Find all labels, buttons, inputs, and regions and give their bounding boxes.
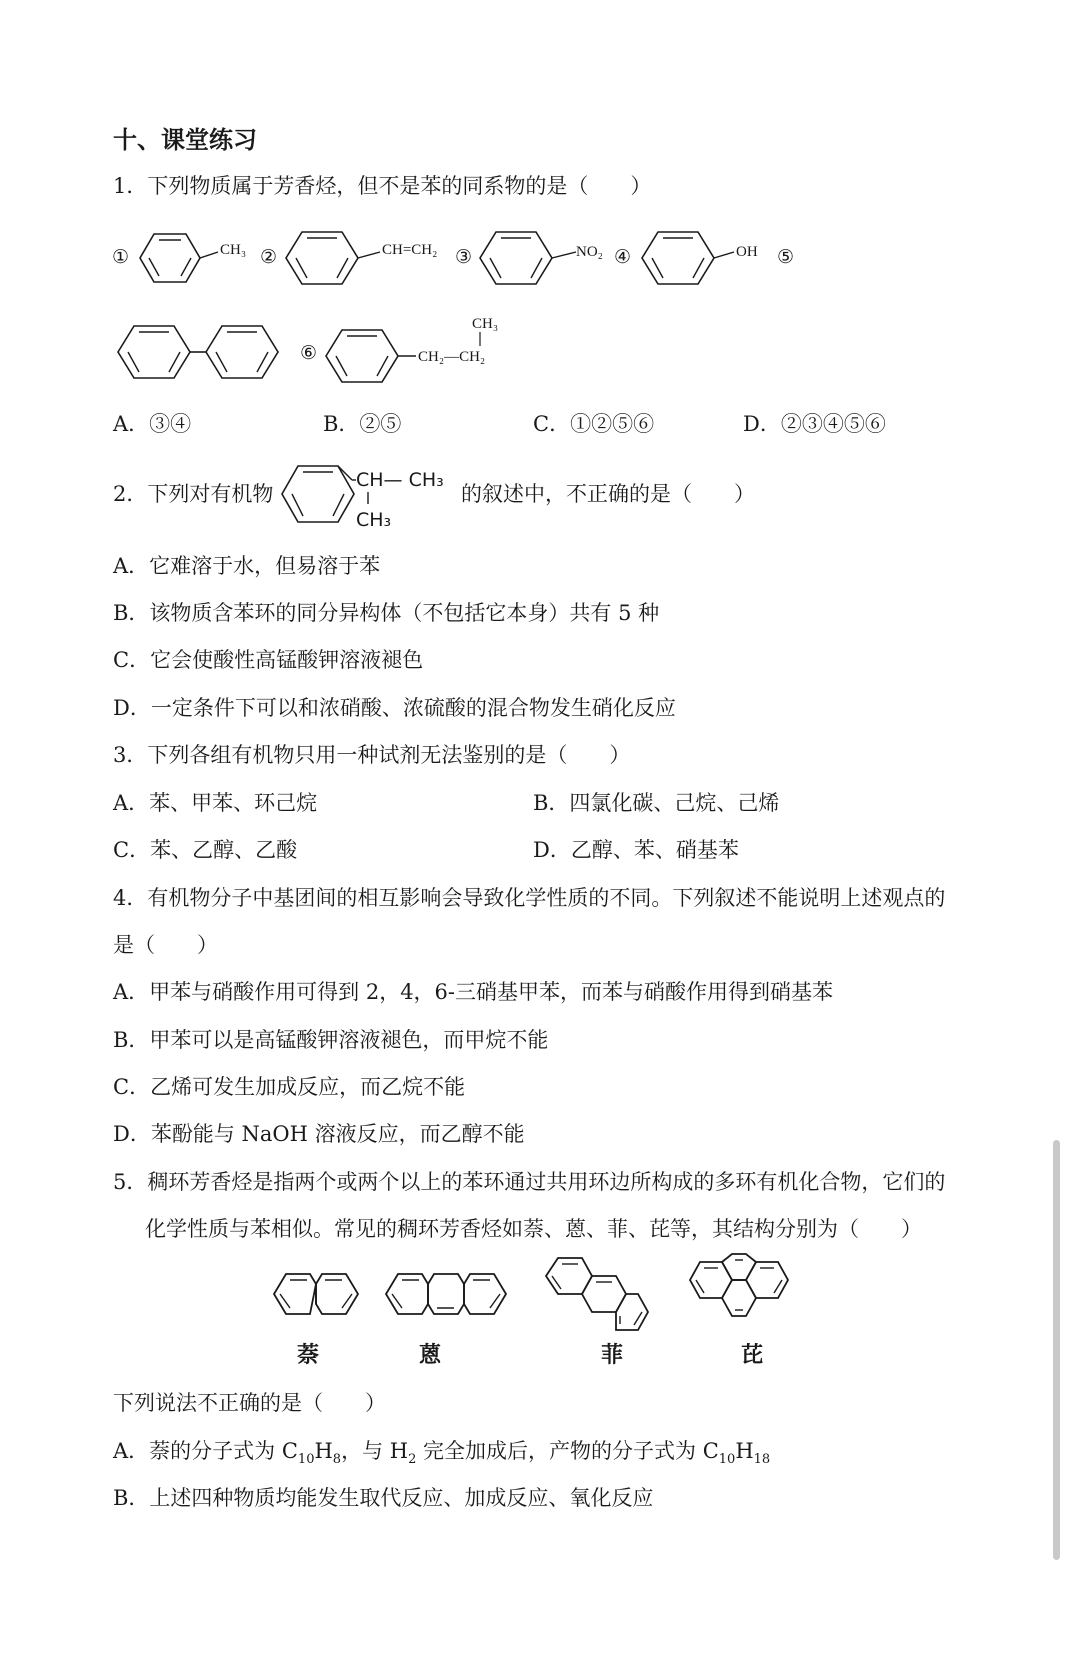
nitrobenzene-structure <box>478 228 628 288</box>
ethylbenzene-structure <box>324 318 504 388</box>
q2-option-d: D．一定条件下可以和浓硝酸、浓硫酸的混合物发生硝化反应 <box>113 696 676 720</box>
pyrene-structure <box>686 1256 796 1340</box>
q1-marker-3: ③ <box>455 246 473 268</box>
q4-stem-line2: 是（ ） <box>113 933 218 957</box>
q2-stem-pre: 2．下列对有机物 <box>113 482 274 506</box>
q1-stem: 1．下列物质属于芳香烃，但不是苯的同系物的是（ ） <box>113 174 652 198</box>
q1-marker-1: ① <box>112 246 130 268</box>
q4-option-d: D．苯酚能与 NaOH 溶液反应，而乙醇不能 <box>113 1122 525 1146</box>
q5-a-text-5: H <box>735 1439 754 1463</box>
q4-option-c: C．乙烯可发生加成反应，而乙烷不能 <box>113 1075 466 1099</box>
q1-option-c: C．①②⑤⑥ <box>533 412 655 436</box>
phenol-structure <box>640 228 770 288</box>
phenanthrene-label: 菲 <box>601 1343 624 1368</box>
q5-sub-stem: 下列说法不正确的是（ ） <box>113 1391 386 1415</box>
q1-marker-6: ⑥ <box>300 342 318 364</box>
naphthalene-structure <box>272 1268 362 1324</box>
q1-marker-5: ⑤ <box>777 246 795 268</box>
styrene-structure <box>284 228 454 288</box>
q1-marker-2: ② <box>260 246 278 268</box>
q2-formula-main: CH— CH₃ <box>356 469 444 491</box>
q5-stem-line1: 5．稠环芳香烃是指两个或两个以上的苯环通过共用环边所构成的多环有机化合物，它们的 <box>113 1170 946 1194</box>
q3-option-c: C．苯、乙醇、乙酸 <box>113 838 298 862</box>
scrollbar-thumb[interactable] <box>1053 1140 1060 1560</box>
q5-option-a <box>113 1441 770 1466</box>
q5-a-sub-5: 18 <box>753 1452 771 1468</box>
naphthalene-label: 萘 <box>297 1343 320 1368</box>
q4-stem-line1: 4．有机物分子中基团间的相互影响会导致化学性质的不同。下列叙述不能说明上述观点的 <box>113 886 946 910</box>
q5-a-text-3: ，与 H <box>341 1439 409 1463</box>
anthracene-structure <box>384 1268 514 1324</box>
q5-a-text-4: 完全加成后，产物的分子式为 C <box>416 1439 719 1463</box>
q1-group-2: CH=CH₂ <box>382 242 438 258</box>
q5-a-sub-1: 10 <box>297 1452 315 1468</box>
q1-marker-4: ④ <box>614 246 632 268</box>
q3-option-a: A．苯、甲苯、环己烷 <box>113 791 318 815</box>
q3-option-b: B．四氯化碳、己烷、己烯 <box>533 791 780 815</box>
phenanthrene-structure <box>544 1254 654 1340</box>
q3-stem: 3．下列各组有机物只用一种试剂无法鉴别的是（ ） <box>113 743 631 767</box>
q2-option-c: C．它会使酸性高锰酸钾溶液褪色 <box>113 648 424 672</box>
q2-option-b: B．该物质含苯环的同分异构体（不包括它本身）共有 5 种 <box>113 601 660 625</box>
anthracene-label: 蒽 <box>419 1343 442 1368</box>
q3-option-d: D．乙醇、苯、硝基苯 <box>533 838 739 862</box>
q4-option-a: A．甲苯与硝酸作用可得到 2，4，6-三硝基甲苯，而苯与硝酸作用得到硝基苯 <box>113 980 834 1004</box>
biphenyl-structure <box>116 322 286 382</box>
q5-a-text-1: A．萘的分子式为 C <box>113 1439 298 1463</box>
q1-group-1: CH₃ <box>220 242 247 258</box>
q1-option-d: D．②③④⑤⑥ <box>743 412 886 436</box>
q1-group-4: OH <box>736 244 758 260</box>
q1-m6-top: CH₃ <box>472 316 499 332</box>
pyrene-label: 芘 <box>741 1343 764 1368</box>
cumene-structure <box>280 458 460 530</box>
q5-a-text-2: H <box>314 1439 333 1463</box>
q5-stem-line2: 化学性质与苯相似。常见的稠环芳香烃如萘、蒽、菲、芘等，其结构分别为（ ） <box>145 1217 922 1241</box>
q1-option-b: B．②⑤ <box>323 412 402 436</box>
q5-a-sub-2: 8 <box>332 1452 342 1468</box>
q5-a-sub-4: 10 <box>718 1452 736 1468</box>
toluene-structure <box>138 230 248 286</box>
q2-formula-branch: CH₃ <box>356 509 392 531</box>
q1-group-3: NO₂ <box>576 244 603 260</box>
q2-option-a: A．它难溶于水，但易溶于苯 <box>113 554 381 578</box>
q2-stem-post: 的叙述中，不正确的是（ ） <box>461 482 755 506</box>
section-heading: 十、课堂练习 <box>113 125 257 154</box>
q4-option-b: B．甲苯可以是高锰酸钾溶液褪色，而甲烷不能 <box>113 1028 549 1052</box>
q1-m6-chain: CH₂—CH₂ <box>418 349 486 365</box>
q5-option-b: B．上述四种物质均能发生取代反应、加成反应、氧化反应 <box>113 1486 654 1510</box>
q5-a-sub-3: 2 <box>408 1452 417 1468</box>
q1-option-a: A．③④ <box>113 412 192 436</box>
